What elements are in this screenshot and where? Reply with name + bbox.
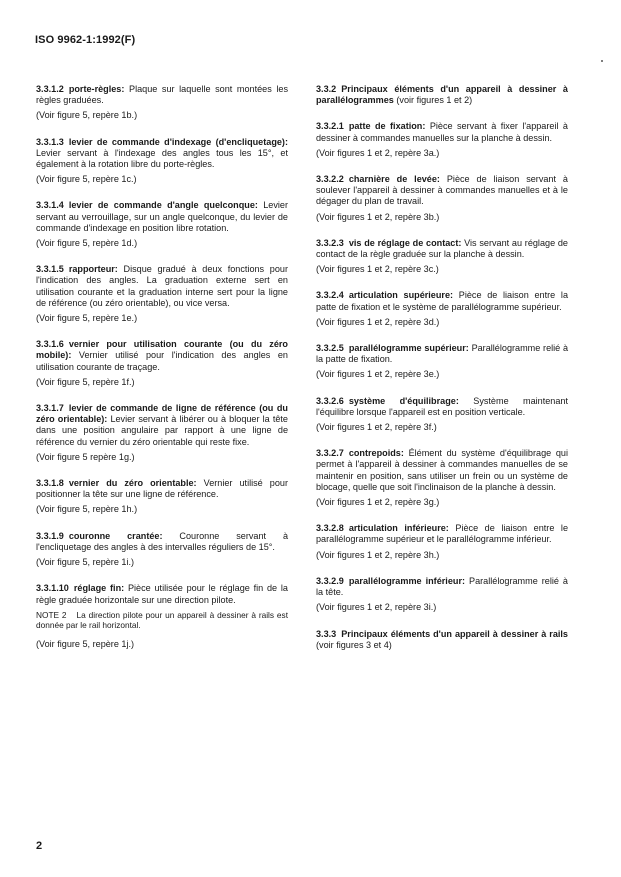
clause-number: 3.3.2.9 <box>316 575 344 586</box>
figure-reference: (Voir figures 1 et 2, repère 3a.) <box>316 147 440 158</box>
definition-text: Élément du système d'équilibrage qui permet à l'appareil à dessiner à commandes manuelles de se maintenir en position, sans utiliser un frein ou un système de blocage, quelle que soit l'inclinaison de la planche à dessin. <box>316 448 568 492</box>
clause-number: 3.3.1.7 <box>36 403 64 414</box>
defined-term: levier de commande d'indexage (d'encliquetage): <box>68 136 288 147</box>
defined-term: patte de fixation: <box>348 121 426 132</box>
defined-term: charnière de levée: <box>348 174 440 185</box>
defined-term: Principaux éléments d'un appareil à dessiner à rails <box>341 628 568 639</box>
clause-number: 3.3.2 <box>316 84 337 94</box>
definition-text: Vernier utilisé pour positionner la tête sur une ligne de référence. <box>36 478 288 500</box>
definition-entry <box>316 238 568 260</box>
clause-number: 3.3.1.6 <box>36 339 64 350</box>
defined-term: parallélogramme inférieur: <box>348 575 466 586</box>
definition-entry <box>36 403 288 448</box>
definition-text: Vis servant au réglage de contact de la règle graduée sur la planche à dessin. <box>316 237 568 260</box>
definition-entry <box>316 121 568 143</box>
figure-reference: (Voir figures 1 et 2, repère 3i.) <box>316 602 437 613</box>
clause-number: 3.3.3 <box>316 628 337 639</box>
clause-number: 3.3.2.2 <box>316 174 344 185</box>
definition-entry <box>36 339 288 373</box>
figure-reference: (Voir figure 5, repère 1c.) <box>36 174 137 185</box>
definition-text: (voir figures 3 et 4) <box>316 639 392 650</box>
definition-entry <box>316 343 568 365</box>
figure-reference: (Voir figure 5, repère 1f.) <box>36 376 135 387</box>
defined-term: levier de commande de ligne de référence (ou du zéro orientable): <box>36 403 288 425</box>
figure-reference: (Voir figures 1 et 2, repère 3g.) <box>316 497 440 508</box>
clause-number: 3.3.2.7 <box>316 448 344 459</box>
defined-term: vernier du zéro orientable: <box>68 478 197 489</box>
figure-reference: (Voir figure 5, repère 1b.) <box>36 110 138 121</box>
defined-term: Principaux éléments d'un appareil à dessiner à parallélogrammes <box>316 84 568 106</box>
clause-number: 3.3.1.9 <box>36 530 64 541</box>
scan-speck <box>601 60 603 62</box>
figure-reference: (Voir figure 5 repère 1g.) <box>36 451 135 462</box>
definition-text: Levier servant à l'indexage des angles tous les 15°, et également à la rotation libre du porte-règles. <box>36 147 288 170</box>
clause-number: 3.3.2.4 <box>316 290 344 301</box>
clause-number: 3.3.2.5 <box>316 343 344 354</box>
defined-term: articulation inférieure: <box>348 523 449 534</box>
definition-entry <box>36 583 288 605</box>
note <box>36 610 288 631</box>
figure-reference: (Voir figure 5, repère 1e.) <box>36 313 138 324</box>
clause-number: 3.3.2.3 <box>316 237 344 248</box>
defined-term: couronne crantée: <box>68 530 163 541</box>
definition-entry <box>36 264 288 309</box>
definition-entry <box>316 629 568 651</box>
clause-number: 3.3.2.8 <box>316 523 344 534</box>
definition-entry <box>36 478 288 500</box>
document-header: ISO 9962-1:1992(F) <box>35 34 136 46</box>
definition-entry <box>316 448 568 493</box>
clause-number: 3.3.1.5 <box>36 264 64 275</box>
defined-term: contrepoids: <box>348 448 404 459</box>
figure-reference: (Voir figures 1 et 2, repère 3h.) <box>316 549 440 560</box>
clause-number: 3.3.1.2 <box>36 84 64 94</box>
figure-reference: (Voir figures 1 et 2, repère 3d.) <box>316 316 440 327</box>
defined-term: réglage fin: <box>73 583 125 594</box>
figure-reference: (Voir figure 5, repère 1d.) <box>36 238 138 249</box>
definition-text: Système maintenant l'équilibre lorsque l'appareil est en position verticale. <box>316 395 569 417</box>
definition-text: Couronne servant à l'encliquetage des angles à des intervalles réguliers de 15°. <box>36 530 288 552</box>
defined-term: articulation supérieure: <box>348 290 454 301</box>
clause-number: 3.3.2.6 <box>316 395 344 406</box>
figure-reference: (Voir figures 1 et 2, repère 3c.) <box>316 264 439 275</box>
definition-entry <box>316 174 568 208</box>
definition-entry <box>316 84 568 106</box>
definition-entry <box>316 576 568 598</box>
definition-text: Pièce de liaison entre la patte de fixation et le système de parallélogramme supérieur. <box>316 290 568 312</box>
figure-reference: (Voir figures 1 et 2, repère 3e.) <box>316 369 440 380</box>
clause-number: 3.3.2.1 <box>316 121 344 132</box>
clause-number: 3.3.1.10 <box>36 583 69 594</box>
defined-term: porte-règles: <box>68 84 125 94</box>
defined-term: système d'équilibrage: <box>348 395 459 406</box>
definition-entry <box>316 523 568 545</box>
definition-entry <box>316 290 568 312</box>
definition-text: Pièce utilisée pour le réglage fin de la règle graduée horizontale sur une direction pilote. <box>36 583 288 605</box>
defined-term: vis de réglage de contact: <box>348 237 462 248</box>
definition-text: Parallélogramme relié à la tête. <box>316 575 568 598</box>
definition-entry <box>36 137 288 171</box>
definition-entry <box>316 396 568 418</box>
right-column <box>316 84 568 655</box>
definition-text: Vernier utilisé pour l'indication des angles en utilisation courante de traçage. <box>36 350 288 372</box>
definition-entry <box>36 531 288 553</box>
defined-term: vernier pour utilisation courante (ou du zéro mobile): <box>36 339 288 361</box>
definition-text: Pièce servant à fixer l'appareil à dessiner à commandes manuelles sur la planche à dessin. <box>316 121 568 143</box>
definition-text: Pièce de liaison entre le parallélogramme supérieur et le parallélogramme inférieur. <box>316 523 568 545</box>
definition-text: Levier servant à libérer ou à bloquer la tête dans une position angulaire par rapport à une ligne de référence du vernier du zéro orientable qui reste fixe. <box>36 414 288 447</box>
clause-number: 3.3.1.8 <box>36 478 64 489</box>
definition-text: (voir figures 1 et 2) <box>396 95 473 106</box>
definition-text: Disque gradué à deux fonctions pour l'indication des angles. La graduation externe sert en utilisation courante et la graduation interne sert pour la ligne de référence (ou zéro orientable), ou vice versa. <box>36 264 288 308</box>
left-column <box>36 84 288 665</box>
clause-number: 3.3.1.3 <box>36 136 64 147</box>
definition-text: Levier servant au verrouillage, sur un angle quelconque, du levier de commande d'indexage en position libre rotation. <box>36 200 288 233</box>
figure-reference: (Voir figures 1 et 2, repère 3f.) <box>316 422 437 433</box>
page-number: 2 <box>36 840 43 852</box>
clause-number: 3.3.1.4 <box>36 200 64 211</box>
definition-text: Parallélogramme relié à la patte de fixation. <box>316 343 569 365</box>
definition-entry <box>36 84 288 106</box>
note-label: NOTE 2 <box>36 609 67 620</box>
defined-term: rapporteur: <box>68 264 118 275</box>
figure-reference: (Voir figure 5, repère 1j.) <box>36 638 135 649</box>
figure-reference: (Voir figure 5, repère 1h.) <box>36 504 138 515</box>
figure-reference: (Voir figure 5, repère 1i.) <box>36 557 135 568</box>
definition-entry <box>36 200 288 234</box>
definition-text: Plaque sur laquelle sont montées les règles graduées. <box>36 84 289 106</box>
definition-text: Pièce de liaison servant à soulever l'appareil à dessiner à commandes manuelles et à le dégager du plan de travail. <box>316 174 568 207</box>
figure-reference: (Voir figures 1 et 2, repère 3b.) <box>316 211 440 222</box>
defined-term: levier de commande d'angle quelconque: <box>68 200 258 211</box>
defined-term: parallélogramme supérieur: <box>348 343 469 354</box>
note-text: La direction pilote pour un appareil à dessiner à rails est donnée par le rail horizontal. <box>36 609 289 631</box>
